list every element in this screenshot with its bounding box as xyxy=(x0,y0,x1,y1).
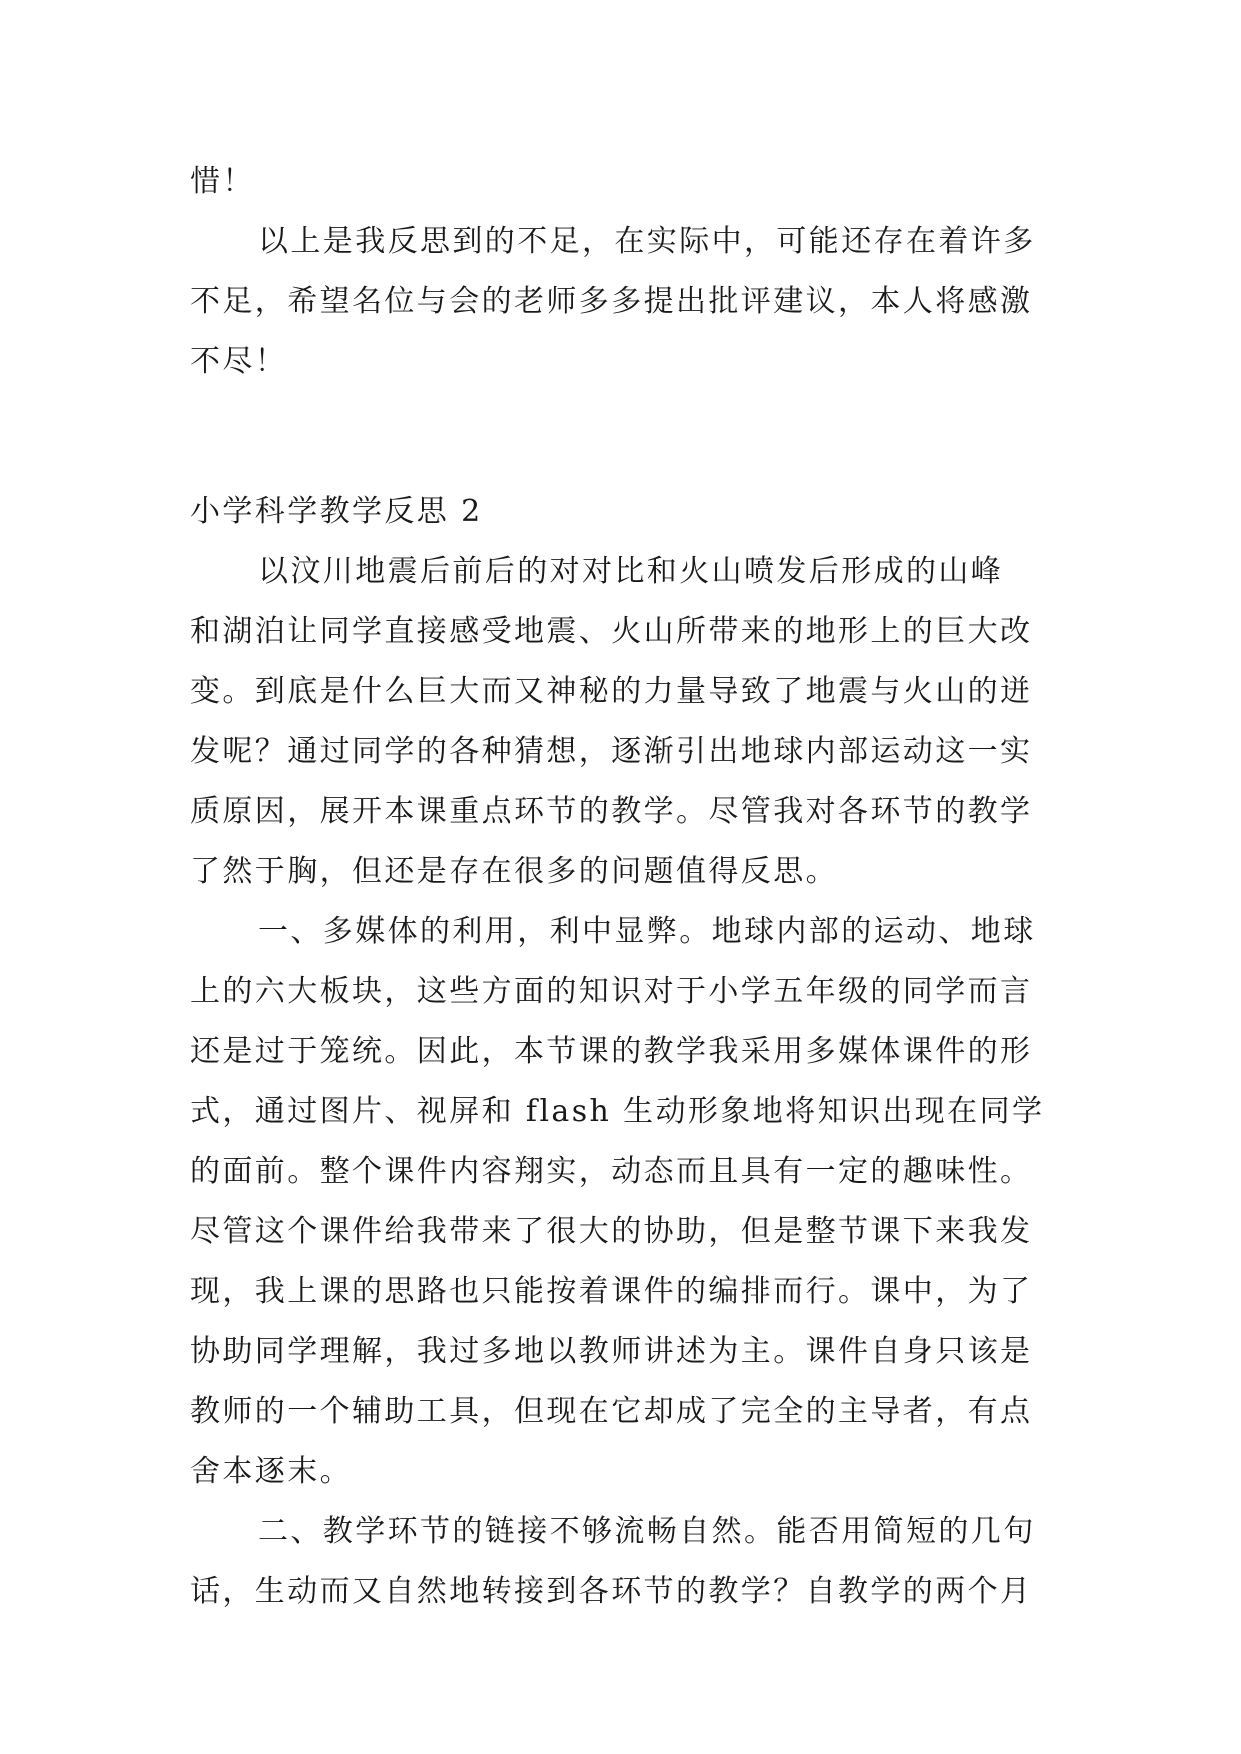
paragraph-first-line: 一、多媒体的利用，利中显弊。地球内部的运动、地球 xyxy=(258,914,1036,949)
text-line: 的面前。整个课件内容翔实，动态而且具有一定的趣味性。 xyxy=(190,1154,1033,1189)
document-body xyxy=(190,152,1070,1622)
section-gap xyxy=(190,392,1070,482)
paragraph-first-line: 二、教学环节的链接不够流畅自然。能否用简短的几句 xyxy=(258,1514,1036,1549)
text-line: 了然于胸，但还是存在很多的问题值得反思。 xyxy=(190,854,838,889)
text-line: 现，我上课的思路也只能按着课件的编排而行。课中，为了 xyxy=(190,1274,1033,1309)
text-line: 不足，希望名位与会的老师多多提出批评建议，本人将感激 xyxy=(190,284,1033,319)
text-line: 上的六大板块，这些方面的知识对于小学五年级的同学而言 xyxy=(190,974,1033,1009)
text-line: 还是过于笼统。因此，本节课的教学我采用多媒体课件的形 xyxy=(190,1034,1033,1069)
paragraph-first-line: 以汶川地震后前后的对对比和火山喷发后形成的山峰 xyxy=(258,554,1004,589)
text-line: 变。到底是什么巨大而又神秘的力量导致了地震与火山的迸 xyxy=(190,674,1033,709)
text-line: 和湖泊让同学直接感受地震、火山所带来的地形上的巨大改 xyxy=(190,614,1033,649)
text-line: 质原因，展开本课重点环节的教学。尽管我对各环节的教学 xyxy=(190,794,1033,829)
text-line: 话，生动而又自然地转接到各环节的教学？自教学的两个月 xyxy=(190,1574,1033,1609)
paragraph-first-line: 以上是我反思到的不足，在实际中，可能还存在着许多 xyxy=(258,224,1036,259)
text-line: 尽管这个课件给我带来了很大的协助，但是整节课下来我发 xyxy=(190,1214,1033,1249)
section-heading: 小学科学教学反思 2 xyxy=(190,494,483,529)
text-line: 发呢？通过同学的各种猜想，逐渐引出地球内部运动这一实 xyxy=(190,734,1033,769)
text-line: 教师的一个辅助工具，但现在它却成了完全的主导者，有点 xyxy=(190,1394,1033,1429)
text-line: 协助同学理解，我过多地以教师讲述为主。课件自身只该是 xyxy=(190,1334,1033,1369)
text-line: 式，通过图片、视屏和 flash 生动形象地将知识出现在同学 xyxy=(190,1094,1045,1129)
text-line: 不尽！ xyxy=(190,344,288,379)
text-line: 惜！ xyxy=(190,164,255,199)
text-line: 舍本逐末。 xyxy=(190,1454,352,1489)
